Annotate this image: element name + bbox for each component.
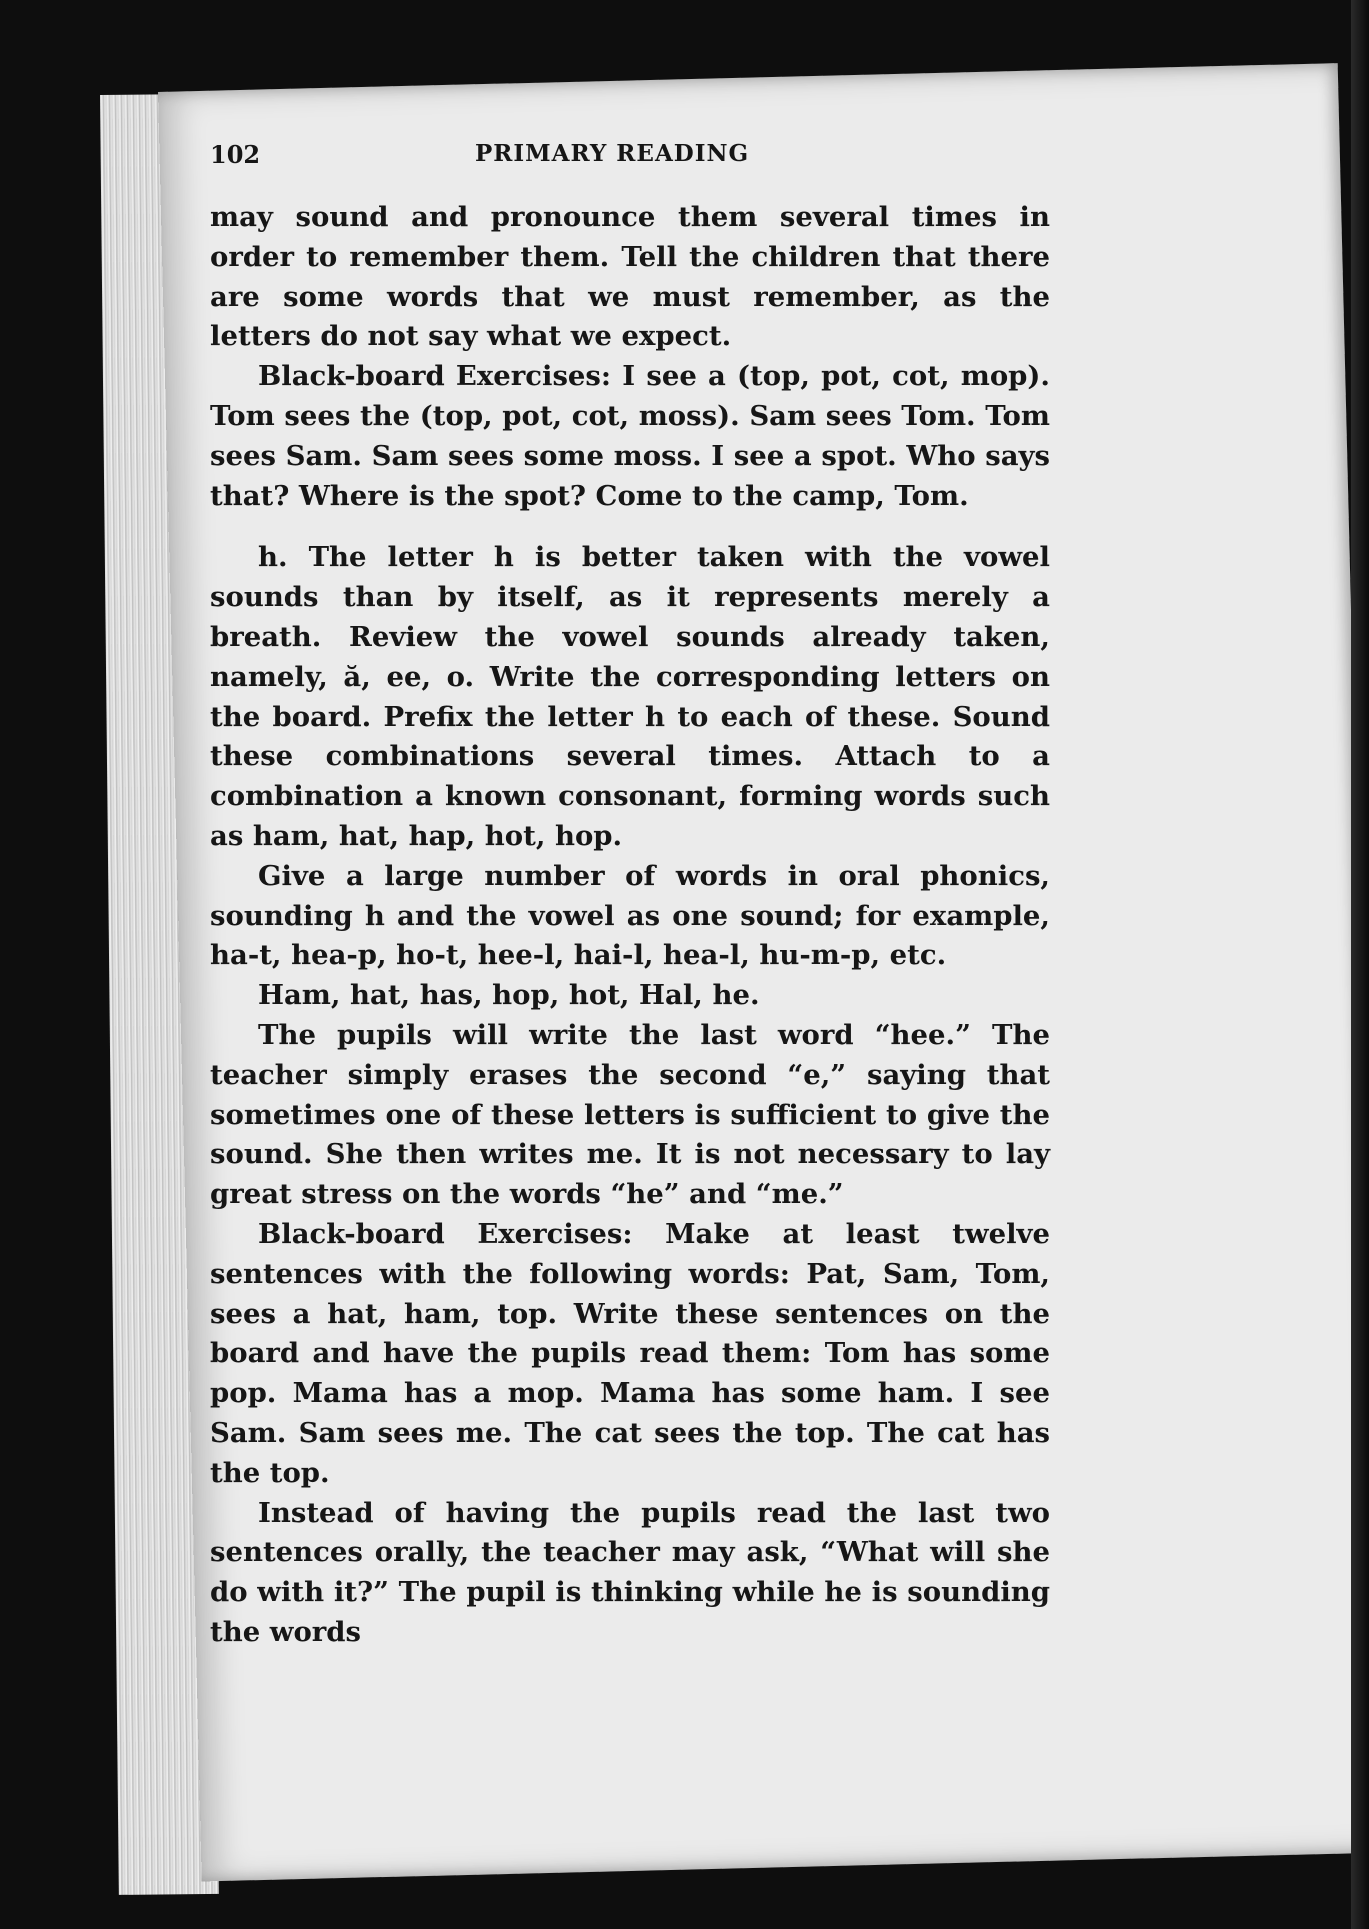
paragraph-2: Black-board Exercises: I see a (top, pot, cot, mop). Tom sees the (top, pot, cot, moss). Sam sees Tom. Tom sees Sam. Sam sees some moss. I see a spot. Who says that? Where is the spot? Come to the camp, Tom. <box>210 360 1050 512</box>
binding-shadow <box>1351 0 1369 1929</box>
running-head: PRIMARY READING <box>475 140 750 167</box>
paragraph-4: Give a large number of words in oral phonics, sounding h and the vowel as one sound; for example, ha-t, hea-p, ho-t, hee-l, hai-l, hea-l, hu-m-p, etc. <box>210 859 1050 972</box>
paragraph-8: Instead of having the pupils read the last two sentences orally, the teacher may ask, “What will she do with it?” The pupil is thinking while he is sounding the words <box>210 1496 1050 1648</box>
paragraph-6: The pupils will write the last word “hee.” The teacher simply erases the second “e,” saying that sometimes one of these letters is sufficient to give the sound. She then writes me. It is not necessary to lay great stress on the words “he” and “me.” <box>210 1018 1050 1211</box>
page-text <box>210 140 1050 1653</box>
page-number: 102 <box>210 140 261 169</box>
paragraph-5: Ham, hat, has, hop, hot, Hal, he. <box>258 979 760 1012</box>
paragraph-7: Black-board Exercises: Make at least twelve sentences with the following words: Pat, Sam, Tom, sees a hat, ham, top. Write these sentences on the board and have the pupils read them: Tom has some pop. Mama has a mop. Mama has some ham. I see Sam. Sam sees me. The cat sees the top. The cat has the top. <box>210 1217 1050 1489</box>
paragraph-1: may sound and pronounce them several times in order to remember them. Tell the children that there are some words that we must remember, as the letters do not say what we expect. <box>210 201 1050 353</box>
page-header <box>210 140 1050 180</box>
paragraph-3: h. The letter h is better taken with the vowel sounds than by itself, as it represents merely a breath. Review the vowel sounds already taken, namely, ă, ee, o. Write the corresponding letters on the board. Prefix the letter h to each of these. Sound these combinations several times. Attach to a combination a known consonant, forming words such as ham, hat, hap, hot, hop. <box>210 541 1050 852</box>
